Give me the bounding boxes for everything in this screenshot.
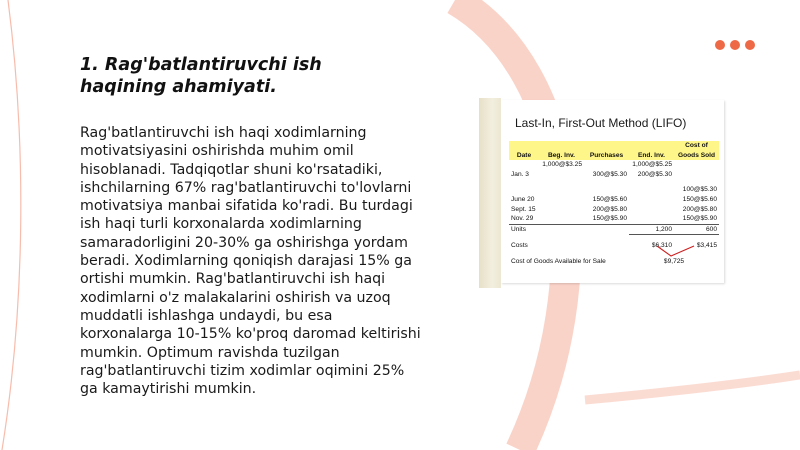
header-cost-line2: Goods Sold [674,151,719,161]
lifo-table [509,141,719,267]
cell-date: Sept. 15 [511,205,536,213]
cell-cogs: $3,415 [696,242,717,250]
cell-date: Jan. 3 [511,170,529,178]
cell-beg-inv: 1,000@$3.25 [542,161,582,169]
three-dots-icon [715,40,755,50]
header-cost-line1: Cost of [674,141,719,151]
cell-cogs: 200@$5.80 [682,205,717,213]
cell-cogs: 100@$5.30 [682,186,717,194]
cell-label: Units [509,224,539,235]
table-header-row [509,151,719,161]
header-date: Date [509,151,539,161]
cell-label: Costs [511,242,528,250]
cell-cogs: 150@$5.90 [682,215,717,223]
table-row [509,195,719,205]
cell-purchases: 200@$5.80 [592,205,627,213]
table-row [509,205,719,215]
table-row [509,160,719,170]
header-beg-inv: Beg. Inv. [539,151,584,161]
lifo-figure [501,100,724,283]
slide-body-text: Rag'batlantiruvchi ish haqi xodimlarning motivatsiyasini oshirishda muhim omil hisoblanadi. Tadqiqotlar shuni ko'rsatadiki, ishchilarning 67% rag'batlantiruvchi to'lovlarni motivatsiya manbai sifatida ko'radi. Bu turdagi ish haqi turli korxonalarda xodimlarning samaradorligini 20-30% ga oshirishga yordam beradi. Xodimlarning qoniqish darajasi 15% ga ortishi mumkin. Rag'batlantiruvchi ish haqi xodimlarni o'z malakalarini oshirish va uzoq muddatli ishlashga undaydi, bu esa korxonalarga 10-15% ko'proq daromad keltirishi mumkin. Optimum ravishda tuzilgan rag'batlantiruvchi tizim xodimlar oqimini 25% ga kamaytirishi mumkin. [80,125,421,398]
cell-cogs: 600 [674,224,719,235]
cell-purchases: 300@$5.30 [592,170,627,178]
cell-total: $9,725 [663,257,685,265]
table-row [509,214,719,224]
figure-title: Last-In, First-Out Method (LIFO) [515,116,687,130]
cell-end-inv: 200@$5.30 [637,170,672,178]
cell-purchases: 150@$5.60 [592,195,627,203]
cell-date: June 20 [511,195,535,203]
cell-end-inv: 1,200 [629,224,674,235]
header-purchases: Purchases [584,151,629,161]
table-row [509,170,719,180]
table-header-row [509,141,719,151]
cell-date: Nov. 29 [511,215,534,223]
slide-title: 1. Rag'batlantiruvchi ish haqining ahamiyati. [80,55,322,97]
table-row-units [509,224,719,235]
cell-label: Cost of Goods Available for Sale [511,257,606,265]
header-end-inv: End. Inv. [629,151,674,161]
table-row-available [509,257,719,267]
cell-end-inv: $6,310 [651,242,672,250]
table-row-costs [509,241,719,251]
figure-binding-edge [479,98,501,288]
cell-cogs: 150@$5.60 [682,195,717,203]
cell-purchases: 150@$5.90 [592,215,627,223]
table-row [509,185,719,195]
cell-end-inv: 1,000@$5.25 [632,161,672,169]
